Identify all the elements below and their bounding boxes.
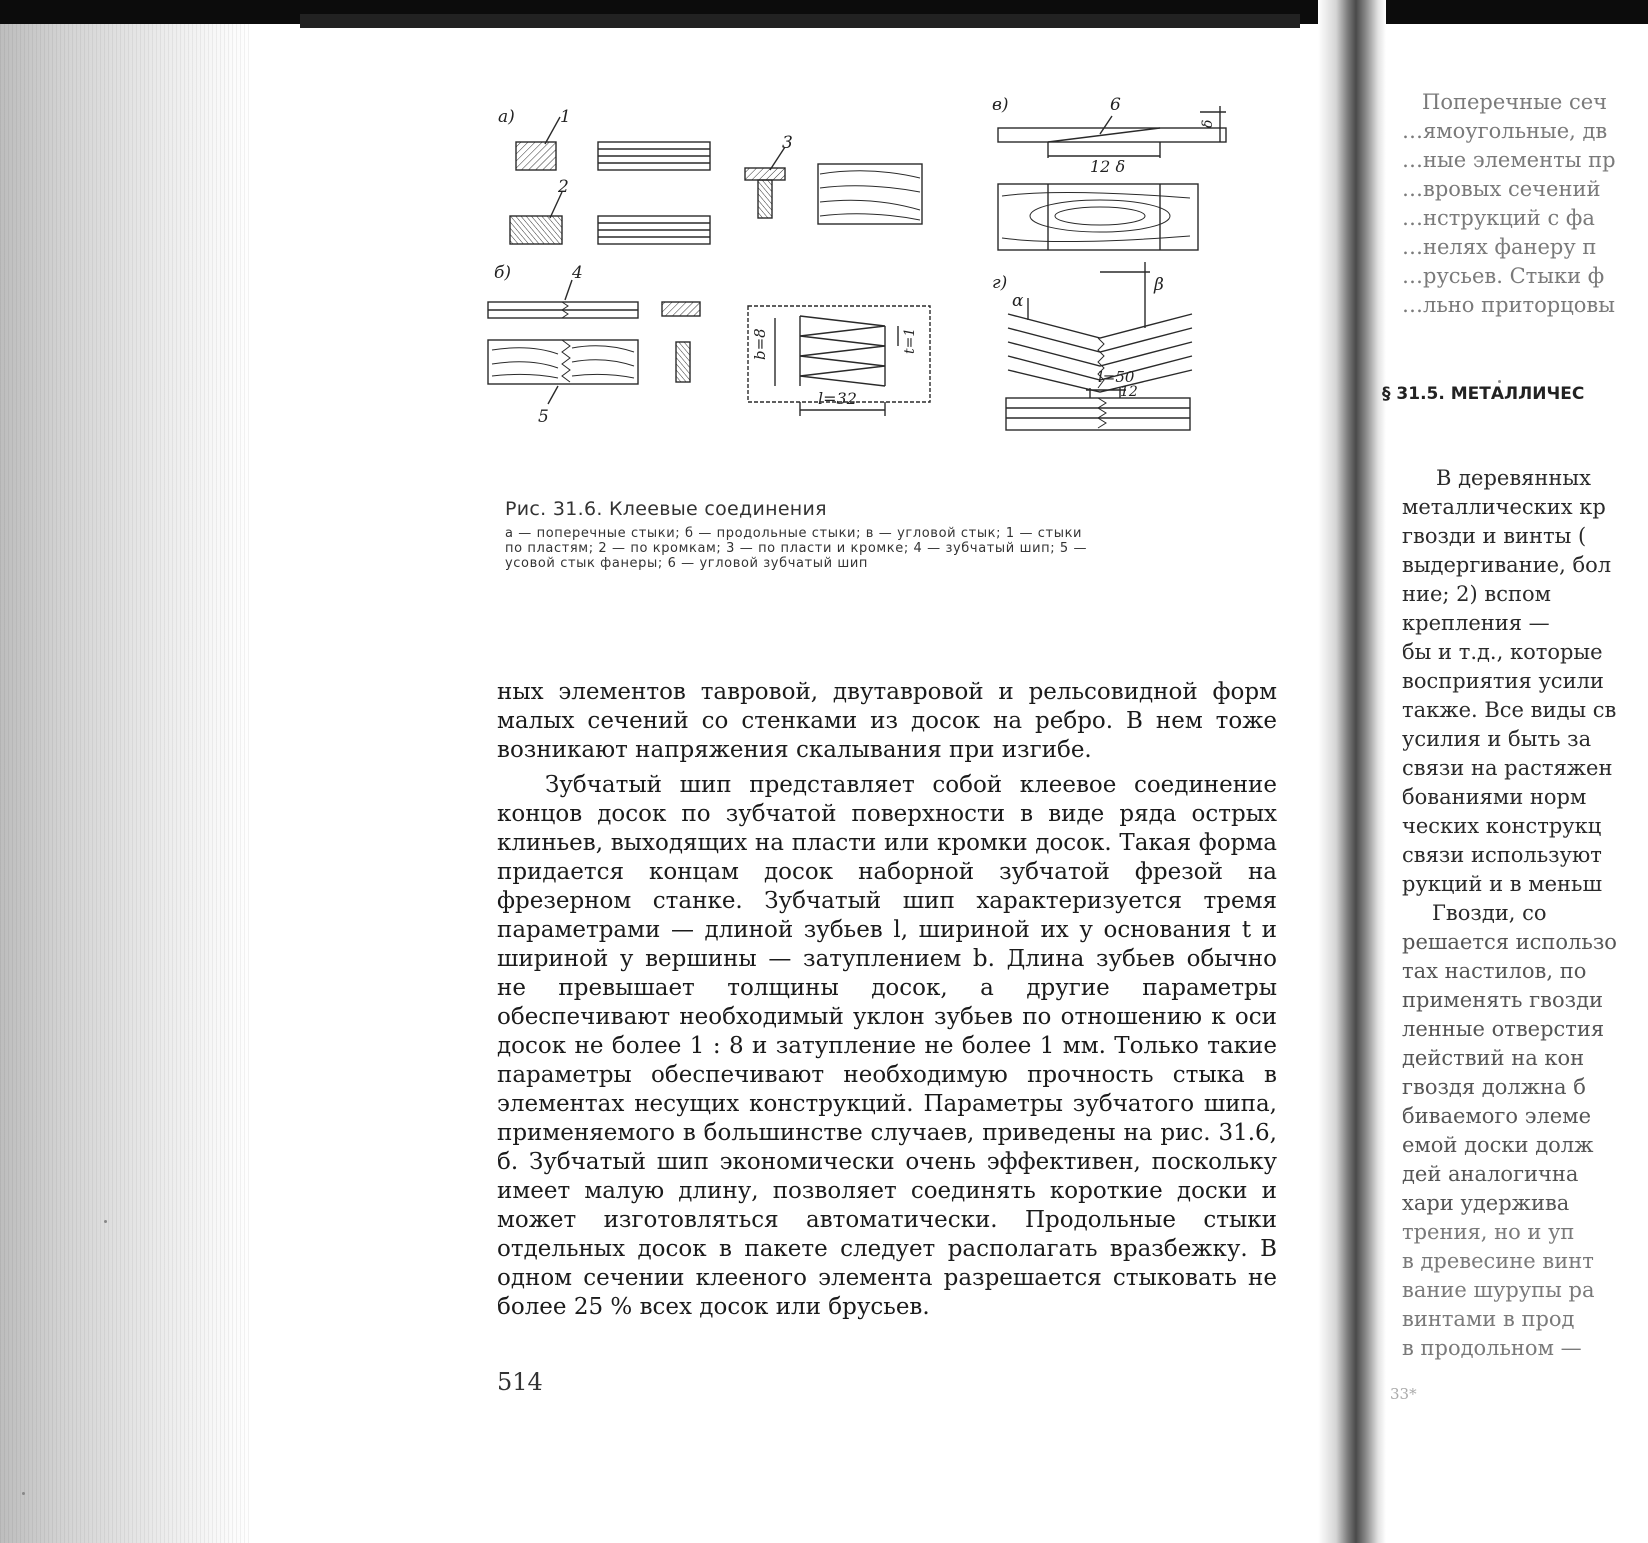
label-1: 1 — [560, 107, 571, 127]
right-page-fragment — [1382, 88, 1648, 1488]
right-line: также. Все виды св — [1402, 698, 1617, 722]
right-line: винтами в прод — [1402, 1307, 1575, 1331]
right-line: Гвозди, со — [1432, 901, 1547, 925]
right-page-footer: 33* — [1390, 1385, 1417, 1403]
caption-legend-line-3: усовой стык фанеры; 6 — угловой зубчатый шип — [505, 556, 869, 571]
right-line: связи используют — [1402, 843, 1602, 867]
board-stack-a2 — [598, 216, 710, 244]
scarf-board-face — [998, 184, 1198, 250]
dim-12-delta: 12 δ — [1090, 157, 1126, 176]
right-line: …льно приторцовы — [1402, 293, 1615, 317]
right-line: …русьев. Стыки ф — [1402, 264, 1605, 288]
right-section-heading: § 31.5. МЕТАЛЛИЧЕС — [1382, 384, 1585, 404]
dim-alpha: α — [1012, 291, 1024, 311]
right-line: тах настилов, по — [1402, 959, 1587, 983]
label-panel-g: г) — [992, 273, 1008, 293]
right-line: …ные элементы пр — [1402, 148, 1616, 172]
cross-section-2 — [510, 216, 562, 244]
caption-title: Рис. 31.6. Клеевые соединения — [505, 498, 827, 520]
paragraph-1: ных элементов тавровой, двутавровой и рельсовидной форм малых сечений со стенками из досок на ребро. В нем тоже возникают напряжения скалывания при изгибе. — [497, 679, 1277, 763]
wood-board-a3 — [818, 164, 922, 224]
caption-legend-line-1: а — поперечные стыки; б — продольные стыки; в — угловой стык; 1 — стыки — [505, 526, 1083, 541]
label-4: 4 — [572, 263, 583, 283]
dim-beta: β — [1154, 275, 1164, 295]
right-line: восприятия усили — [1402, 669, 1604, 693]
dim-delta: δ — [1200, 119, 1216, 128]
right-line: …нструкций с фа — [1402, 206, 1595, 230]
body-text — [497, 678, 1277, 1322]
right-line: связи на растяжен — [1402, 756, 1613, 780]
right-line: хари удержива — [1402, 1191, 1570, 1215]
small-section-b1 — [662, 302, 700, 316]
right-line: применять гвозди — [1402, 988, 1604, 1012]
right-line: рукций и в меньш — [1402, 872, 1602, 896]
right-line: …нелях фанеру п — [1402, 235, 1597, 259]
right-line: гвозди и винты ( — [1402, 524, 1587, 548]
figure-glued-joints — [494, 92, 1300, 492]
right-line: емой доски долж — [1402, 1133, 1594, 1157]
scan-speck — [1498, 380, 1501, 383]
label-panel-b: б) — [494, 263, 512, 283]
dim-l32: l=32 — [818, 389, 857, 408]
dim-t1: t=1 — [902, 327, 918, 354]
scan-top-edge-inner — [300, 14, 1300, 28]
right-line: решается использо — [1402, 930, 1617, 954]
dim-b8: b=8 — [751, 328, 769, 360]
board-4-side — [488, 302, 638, 318]
right-line: дей аналогична — [1402, 1162, 1579, 1186]
label-6: 6 — [1110, 95, 1121, 115]
scarf-board-top — [998, 128, 1226, 158]
page-number: 514 — [497, 1368, 543, 1396]
right-line: ленные отверстия — [1402, 1017, 1605, 1041]
scan-streaks — [0, 0, 250, 1543]
label-2: 2 — [558, 177, 569, 197]
small-section-b2 — [676, 342, 690, 382]
cross-section-1 — [516, 142, 556, 170]
right-line: металлических кр — [1402, 495, 1606, 519]
scan-speck — [22, 1492, 25, 1495]
right-line: вание шурупы ра — [1402, 1278, 1595, 1302]
book-gutter — [1318, 0, 1386, 1543]
right-line: крепления — — [1402, 611, 1550, 635]
figure-caption — [505, 498, 1285, 571]
right-line: усилия и быть за — [1402, 727, 1592, 751]
scan-speck — [104, 1220, 107, 1223]
board-5-face — [488, 340, 638, 384]
dim-l50: l=50 — [1098, 368, 1135, 386]
t-section-3 — [745, 168, 785, 218]
label-panel-a: а) — [498, 107, 515, 127]
right-line: …ямоугольные, дв — [1402, 119, 1608, 143]
dim-12: 12 — [1120, 384, 1138, 400]
right-line: гвоздя должна б — [1402, 1075, 1586, 1099]
right-line: биваемого элеме — [1402, 1104, 1591, 1128]
label-3: 3 — [782, 133, 793, 153]
right-line: ние; 2) вспом — [1402, 582, 1551, 606]
board-stack-a1 — [598, 142, 710, 170]
bottom-finger-board — [1006, 388, 1190, 430]
right-line: Поперечные сеч — [1422, 90, 1608, 114]
right-line: в продольном — — [1402, 1336, 1582, 1360]
label-panel-v: в) — [992, 95, 1009, 115]
right-line: ческих конструкц — [1402, 814, 1602, 838]
right-line: трения, но и уп — [1402, 1220, 1575, 1244]
right-line: в древесине винт — [1402, 1249, 1594, 1273]
right-line: бованиями норм — [1402, 785, 1587, 809]
label-5: 5 — [538, 407, 549, 427]
right-line: В деревянных — [1436, 466, 1591, 490]
right-line: бы и т.д., которые — [1402, 640, 1603, 664]
right-line: действий на кон — [1402, 1046, 1585, 1070]
paragraph-2: Зубчатый шип представляет собой клеевое соединение концов досок по зубчатой поверхности в виде ряда острых клиньев, выходящих на пласти или кромки досок. Такая форма придается концам досок наборной зубчатой фрезой на фрезерном станке. Зубчатый шип характеризуется тремя параметрами — длиной зубьев l, шириной их у основания t и шириной у вершины — затуплением b. Длина зубьев обычно не превышает толщины досок, а другие параметры обеспечивают необходимый уклон зубьев по отношению к оси досок не более 1 : 8 и затупление не более 1 мм. Только такие параметры обеспечивают необходимую прочность стыка в элементах несущих конструкций. Параметры зубчатого шипа, применяемого в большинстве случаев, приведены на рис. 31.6, б. Зубчатый шип экономически очень эффективен, поскольку имеет малую длину, позволяет соединять короткие доски и может изготовляться автоматически. Продольные стыки отдельных досок в пакете следует располагать вразбежку. В одном сечении клееного элемента разрешается стыковать не более 25 % всех досок или брусьев. — [497, 772, 1277, 1320]
caption-legend-line-2: по пластям; 2 — по кромкам; 3 — по пласти и кромке; 4 — зубчатый шип; 5 — — [505, 541, 1088, 556]
right-line: выдергивание, бол — [1402, 553, 1612, 577]
right-line: …вровых сечений — [1402, 177, 1601, 201]
